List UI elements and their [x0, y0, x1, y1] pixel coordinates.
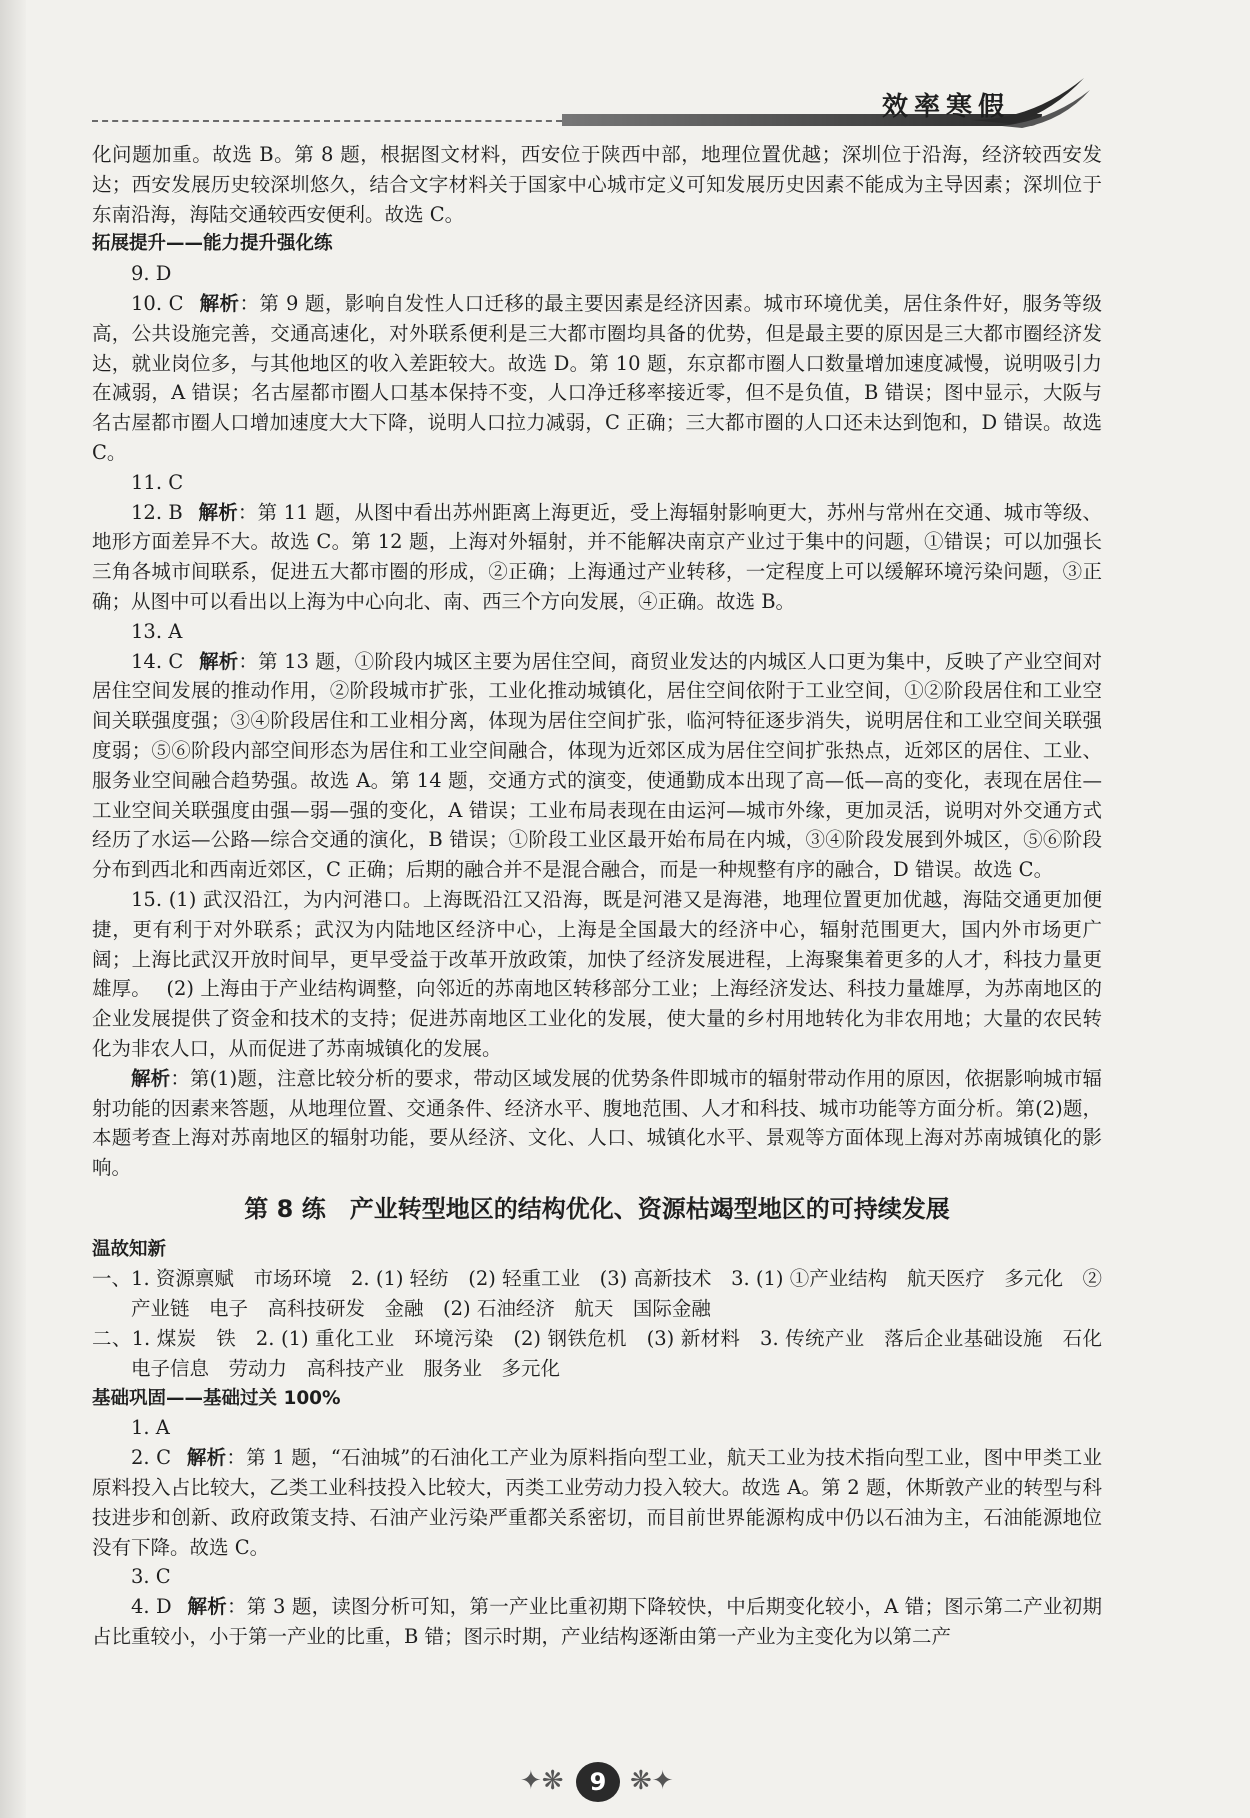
page-footer [480, 1758, 720, 1808]
analysis-label: 解析 [199, 291, 240, 315]
answer-line: 13. A [131, 619, 183, 643]
header-swoosh-icon [972, 76, 1092, 128]
analysis-text: ：第 13 题，①阶段内城区主要为居住空间，商贸业发达的内城区人口更为集中，反映了产业空间对居住空间发展的推动作用，②阶段城市扩张，工业化推动城镇化，居住空间依附于工业空间，①②阶段居住和工业空间关联强度强；③④阶段居住和工业相分离，体现为居住空间扩张，临河特征逐步消失，说明居住和工业空间关联强度弱；⑤⑥阶段内部空间形态为居住和工业空间融合，体现为近郊区成为居住空间扩张热点，近郊区的居住、工业、服务业空间融合趋势强。故选 A。第 14 题，交通方式的演变，使通勤成本出现了高—低—高的变化，表现在居住—工业空间关联强度由强—弱—强的变化，A 错误；工业布局表现在由运河—城市外缘，更加灵活，说明对外交通方式经历了水运—公路—综合交通的演化，B 错误；①阶段工业区最开始布局在内城，③④阶段发展到外城区，⑤⑥阶段分布到西北和西南近郊区，C 正确；后期的融合并不是混合融合，而是一种规整有序的融合，D 错误。故选 C。 [92, 649, 1102, 882]
analysis-label: 解析 [198, 500, 238, 524]
analysis-label: 解析 [131, 1066, 171, 1090]
answer-paragraph [92, 885, 1102, 1064]
answer-line: 11. C [131, 470, 184, 494]
header-title: 效率寒假 [882, 92, 1011, 122]
answer-paragraph [92, 289, 1102, 468]
analysis-paragraph [92, 1064, 1102, 1183]
review-answer-1: 一、1. 资源禀赋 市场环境 2. (1) 轻纺 (2) 轻重工业 (3) 高新技术 3. (1) ①产业结构 航天医疗 多元化 ②产业链 电子 高科技研发 金融 (2) 石油经济 航天 国际金融 [92, 1267, 1102, 1321]
analysis-text: ：第(1)题，注意比较分析的要求，带动区域发展的优势条件即城市的辐射带动作用的原因，依据影响城市辐射功能的因素来答题，从地理位置、交通条件、经济水平、腹地范围、人才和科技、城市功能等方面分析。第(2)题，本题考查上海对苏南地区的辐射功能，要从经济、文化、人口、城镇化水平、景观等方面体现上海对苏南城镇化的影响。 [92, 1066, 1102, 1180]
review-answer-2: 二、1. 煤炭 铁 2. (1) 重化工业 环境污染 (2) 钢铁危机 (3) 新材料 3. 传统产业 落后企业基础设施 石化 电子信息 劳动力 高科技产业 服务业 多元化 [92, 1327, 1122, 1380]
analysis-text: ：第 11 题，从图中看出苏州距离上海更近，受上海辐射影响更大，苏州与常州在交通、城市等级、地形方面差异不大。故选 C。第 12 题，上海对外辐射，并不能解决南京产业过于集中的问题，①错误；可以加强长三角各城市间联系，促进五大都市圈的形成，②正确；上海通过产业转移，一定程度上可以缓解环境污染问题，③正确；从图中可以看出以上海为中心向北、南、西三个方向发展，④正确。故选 B。 [92, 500, 1102, 613]
analysis-label: 解析 [198, 649, 239, 673]
section-heading: 温故知新 [92, 1238, 167, 1260]
analysis-text: ：第 1 题，“石油城”的石油化工产业为原料指向型工业，航天工业为技术指向型工业，图中甲类工业原料投入占比较大，乙类工业科技投入比较大，丙类工业劳动力投入较大。故选 A。第 2 题，休斯敦产业的转型与科技进步和创新、政府政策支持、石油产业污染严重都关系密切，而目前世界能源构成中仍以石油为主，石油能源地位没有下降。故选 C。 [92, 1446, 1102, 1559]
analysis-text: ：第 9 题，影响自发性人口迁移的最主要因素是经济因素。城市环境优美，居住条件好，服务等级高，公共设施完善，交通高速化，对外联系便利是三大都市圈均具备的优势，但是最主要的原因是三大都市圈经济发达，就业岗位多，与其他地区的收入差距较大。故选 D。第 10 题，东京都市圈人口数量增加速度减慢，说明吸引力在减弱，A 错误；名古屋都市圈人口基本保持不变，人口净迁移率接近零，但不是负值，B 错误；图中显示，大阪与名古屋都市圈人口增加速度大大下降，说明人口拉力减弱，C 正确；三大都市圈的人口还未达到饱和，D 错误。故选 C。 [92, 291, 1102, 464]
star-ornament-icon: ❋✦ [630, 1766, 674, 1796]
analysis-label: 解析 [187, 1595, 228, 1619]
answer-part-1: 15. (1) 武汉沿江，为内河港口。上海既沿江又沿海，既是河港又是海港，地理位置更加优越，海陆交通更加便捷，更有利于对外联系；武汉为内陆地区经济中心，上海是全国最大的经济中心，辐射范围更大，国内外市场更广阔；上海比武汉开放时间早，更早受益于改革开放政策，加快了经济发展进程，上海聚集着更多的人才，科技力量更雄厚。 [92, 887, 1102, 1001]
answer-part-2: (2) 上海由于产业结构调整，向邻近的苏南地区转移部分工业；上海经济发达、科技力量雄厚，为苏南地区的企业发展提供了资金和技术的支持；促进苏南地区工业化的发展，使大量的乡村用地转化为非农用地；大量的农民转化为非农人口，从而促进了苏南城镇化的发展。 [92, 977, 1102, 1060]
answer-number: 12. B [131, 500, 183, 524]
chapter-title: 第 8 练 产业转型地区的结构优化、资源枯竭型地区的可持续发展 [244, 1194, 950, 1223]
analysis-text: ：第 3 题，读图分析可知，第一产业比重初期下降较快，中后期变化较小，A 错；图示第二产业初期占比重较小，小于第一产业的比重，B 错；图示时期，产业结构逐渐由第一产业为主变化为以第二产 [92, 1595, 1102, 1649]
answer-number: 14. C [131, 649, 184, 673]
answer-paragraph [92, 647, 1102, 885]
page-header [92, 82, 1098, 132]
analysis-label: 解析 [186, 1446, 227, 1470]
answer-paragraph [92, 498, 1102, 617]
answer-line: 1. A [131, 1416, 170, 1440]
page-content [92, 140, 1122, 1652]
answer-line: 9. D [131, 262, 172, 286]
page-number: 9 [576, 1762, 620, 1802]
answer-number: 4. D [131, 1595, 172, 1619]
section-heading: 拓展提升——能力提升强化练 [92, 233, 333, 255]
answer-number: 10. C [131, 291, 184, 315]
star-ornament-icon: ✦❋ [520, 1766, 564, 1796]
answer-number: 2. C [131, 1446, 171, 1470]
answer-line: 3. C [131, 1565, 171, 1589]
answer-paragraph [92, 1592, 1102, 1652]
paragraph: 化问题加重。故选 B。第 8 题，根据图文材料，西安位于陕西中部，地理位置优越；深圳位于沿海，经济较西安发达；西安发展历史较深圳悠久，结合文字材料关于国家中心城市定义可知发展历史因素不能成为主导因素；深圳位于东南沿海，海陆交通较西安便利。故选 C。 [92, 143, 1102, 226]
page-spine-shadow [0, 0, 26, 1818]
header-dashed-line [92, 120, 562, 122]
section-heading: 基础巩固——基础过关 100% [92, 1387, 341, 1409]
answer-paragraph [92, 1443, 1102, 1562]
